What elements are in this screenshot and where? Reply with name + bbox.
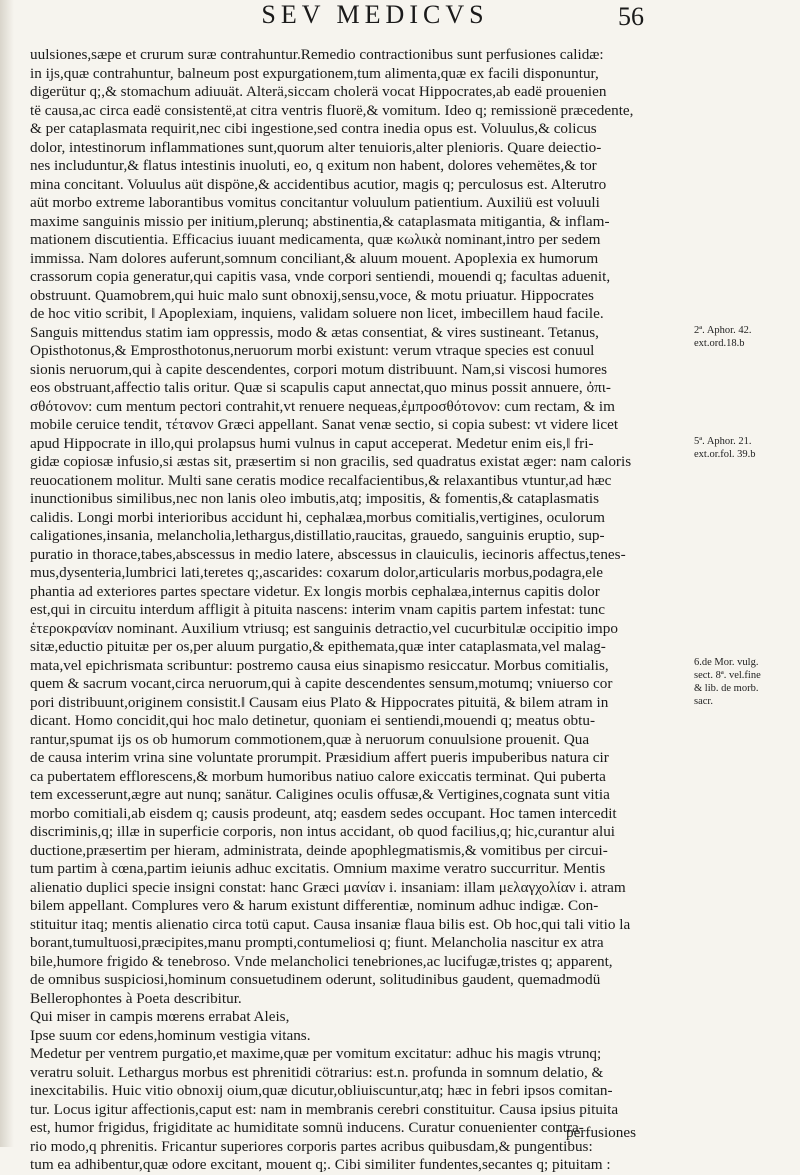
text-line-content: reuocationem molitur. Multi sane ceratis modice recalfacientibus,& relaxantibus vtuntur,ad hæc [30,471,612,489]
text-line [30,361,690,380]
text-line-content: de causa interim vrina sine voluntate prorumpit. Præsidium affert pueris impuberibus natura cir [30,749,609,766]
margin-note-de-morb-vulg [694,656,794,708]
text-line-content: quem & sacrum vocant,circa neruorum,qui à capite descendentes sensum,motumq; vniuerso cor [30,675,613,692]
page-number: 56 [618,2,644,31]
text-line-content: σθότονον: cum mentum pectori contrahit,vt renuere nequeas,ἐμπροσθότονον: cum rectam, & im [30,397,615,415]
text-line-content: alienatio duplici specie insigni constat: hanc Græci μανίαν i. insaniam: illam μελαγχολίαν i. atram [30,878,626,896]
page-header [0,0,800,44]
text-line [30,435,690,454]
text-line-content: digerütur q;,& stomachum adiuuät. Alterä,siccam cholerä vocat Hippocrates,ab eadë prouenien [30,83,607,100]
text-line-content: dolor, intestinorum inflammationes sunt,quorum alter tenuioris,alter plenioris. Quare deiectio- [30,138,602,156]
text-line [30,250,690,269]
text-line [30,675,690,694]
margin-note-line: & lib. de morb. [694,683,759,694]
text-line [30,694,690,713]
text-line [30,176,690,195]
text-line-content: caligationes,insania, melancholia,lethargus,distillatio,raucitas, grauedo, sanguinis eruptio, sup- [30,527,605,544]
text-line-content: immissa. Nam dolores auferunt,somnum conciliant,& aluum mouent. Apoplexia ex humorum [30,249,599,267]
text-line [30,416,690,435]
text-line [30,157,690,176]
catchword: perfusiones [566,1124,637,1141]
text-line [30,342,690,361]
text-line-content: calidis. Longi morbi interioribus accidunt hi, cephalæa,morbus comitialis,vertigines, oculorum [30,508,605,526]
margin-notes [694,0,794,1147]
text-line [30,139,690,158]
text-line-content: bile,humore frigido & tenebroso. Vnde melancholici tenebriones,ac lucifugæ,tristes q; apparent, [30,952,613,970]
text-line [30,620,690,639]
text-line-content: tum ea adhibentur,quæ odore excitant, mouent q;. Cibi similiter fundentes,secantes q; pituitam : [30,1156,611,1173]
text-line [30,860,690,879]
margin-note-line: ext.or.fol. 39.b [694,449,756,460]
text-line [30,509,690,528]
text-line [30,823,690,842]
text-line [30,601,690,620]
text-line [30,638,690,657]
text-line-content: pori distribuunt,originem consistit.‖ Causam eius Plato & Hippocrates pituitä, & bilem atram in [30,693,609,711]
text-line [30,231,690,250]
text-line [30,897,690,916]
text-line [30,102,690,121]
text-line-content: phantia ad exteriores partes spectare videtur. Ex longis morbis cephalæa,internus capitis dolor [30,582,600,600]
text-line-content: tur. Locus igitur affectionis,caput est: nam in membranis cerebri constituitur. Causa ipsius pituita [30,1100,619,1118]
text-line [30,546,690,565]
text-line [30,472,690,491]
text-line-content: mata,vel epichrismata scribuntur: postremo causa eius sinapismo resiccatur. Morbus comitialis, [30,656,609,674]
margin-note-line: 5ª. Aphor. 21. [694,436,752,447]
text-line-content: tum partim à cœna,partim ieiunis adhuc excitatis. Omnium maxime veratro succurritur. Mentis [30,860,606,877]
text-line-content: gidæ copiosæ infusio,si æstas sit, præsertim si non gracilis, sed quadratus existat æger: nam caloris [30,453,632,470]
text-line [30,83,690,102]
text-line-content: Ipse suum cor edens,hominum vestigia vitans. [30,1026,311,1044]
text-line-content: morbo comitiali,ab eisdem q; causis prodeunt, atq; easdem sedes occupant. Hoc tamen intercedit [30,804,617,822]
text-line [30,768,690,787]
text-line-content: Bellerophontes à Poeta describitur. [30,989,242,1007]
margin-note-line: sect. 8ª. vel.fine [694,670,761,681]
text-line-content: crassorum copia generatur,qui capitis vasa, vnde corpori sentiendi, mouendi q; facultas aduenit, [30,268,611,285]
text-line [30,657,690,676]
text-line [30,786,690,805]
text-line-content: ἑτεροκρανίαν nominant. Auxilium vtriusq; est sanguinis detractio,vel cucurbitulæ occipitio impo [30,619,618,637]
margin-note-line: sacr. [694,696,713,707]
text-line [30,879,690,898]
text-line [30,305,690,324]
text-line [30,268,690,287]
text-line-content: mobile ceruice tendit, τέτανον Græci appellant. Sanat venæ sectio, si copia subest: vt videre licet [30,416,619,433]
text-line-content: veratru soluit. Lethargus morbus est phrenitidi cötrarius: est.n. profunda in somnum delatio, & [30,1063,604,1081]
text-line-content: Medetur per ventrem purgatio,et maxime,quæ per vomitum excitatur: adhuc his magis vtrunq; [30,1045,602,1062]
text-line [30,453,690,472]
text-line [30,379,690,398]
text-line-content: aüt morbo extreme laborantibus vomitus concitantur voluulum patientium. Auxiliü est voluuli [30,194,600,211]
text-line-content: Opisthotonus,& Emprosthotonus,neruorum morbi existunt: verum vtraque species est conuul [30,342,595,359]
margin-note-line: 6.de Mor. vulg. [694,657,759,668]
text-line [30,1045,690,1064]
text-line [30,564,690,583]
text-line-content: nes includuntur,& flatus intestinis inuoluti, eo, q exitum non habent, dolores vehemëtes,& tor [30,157,597,174]
margin-note-line: 2ª. Aphor. 42. [694,325,752,336]
text-line-content: apud Hippocrate in illo,qui prolapsus humi vulnus in caput acceperat. Medetur enim eis,‖ fri- [30,434,594,452]
text-line [30,194,690,213]
text-line [30,324,690,343]
text-line [30,805,690,824]
text-line [30,842,690,861]
text-line [30,1027,690,1046]
running-title: SEV MEDICVS [261,0,489,29]
text-line-content: ductione,præsertim per hieram, administrata, deinde apophlegmatismis,& vomitibus per circui- [30,841,608,859]
text-line-content: maxime sanguinis missio per initium,plerunq; abstinentia,& cataplasmata mitigantia, & inflam- [30,212,610,230]
text-line-content: puratio in thorace,tabes,abscessus in medio latere, abscessus in clauiculis, iecinoris affectus,tenes- [30,545,626,563]
text-line-content: bilem appellant. Complures vero & harum existunt differentiæ, nominum adhuc indigæ. Con- [30,897,599,914]
text-line-content: mationem discutientia. Efficacius iuuant medicamenta, quæ κωλικὰ nominant,intro per sedem [30,231,601,248]
text-line-content: ca pubertatem efflorescens,& morbum humoribus natiuo calore exiccatis terminat. Qui puberta [30,767,606,785]
text-line-content: eos obstruant,affectio talis oritur. Quæ si scapulis caput annectat,quo minus possit annuere, ὀπι- [30,379,611,396]
text-line [30,934,690,953]
text-line-content: sionis neruorum,qui à capite descendentes, corpori motum distribuunt. Nam,si viscosi humores [30,360,608,378]
text-line-content: inexcitabilis. Huic vitio obnoxij oium,quæ dicutur,obliuiscuntur,atq; hæc in febri ipsos comitan- [30,1082,613,1099]
text-line-content: uulsiones,sæpe et crurum suræ contrahuntur.Remedio contractionibus sunt perfusiones calidæ: [30,46,604,63]
margin-note-aphor-21 [694,435,794,461]
text-line-content: discriminis,q; illæ in superficie corporis, non intus accidant, ob quod facilius,q; hic,curantur alui [30,823,616,840]
text-line [30,731,690,750]
text-line-content: rantur,spumat ijs os ob humorum commotionem,quæ à neruorum conuulsione prouenit. Qua [30,730,590,748]
text-line-content: borant,tumultuosi,præcipites,manu prompti,contumeliosi q; fiunt. Melancholia nascitur ex atra [30,934,604,951]
text-line-content: dicant. Homo concidit,qui hoc malo detinetur, quoniam ei sentiendi,mouendi q; meatus obtu- [30,712,596,729]
text-line [30,1064,690,1083]
main-text-column [30,46,690,1175]
text-line-content: de hoc vitio scribit, ‖ Apoplexiam, inquiens, validam soluere non licet, imbecillem haud facile. [30,305,604,322]
text-line [30,1008,690,1027]
text-line [30,398,690,417]
text-line-content: Qui miser in campis mœrens errabat Aleis, [30,1008,290,1025]
margin-note-aphor-42 [694,324,794,350]
text-line-content: inunctionibus similibus,nec non lanis oleo imbutis,atq; impositis, & fomentis,& cataplasmatis [30,490,600,507]
text-line [30,1101,690,1120]
text-line [30,712,690,731]
text-line [30,1082,690,1101]
text-line [30,490,690,509]
text-line [30,990,690,1009]
text-line [30,46,690,65]
text-line-content: rio modo,q phrenitis. Fricantur superiores corporis partes acribus quibusdam,& pungentibus: [30,1137,593,1155]
text-line [30,971,690,990]
text-line [30,527,690,546]
text-line-content: est,qui in circuitu interdum affligit à pituita nascens: interim vnam capitis partem infestat: tunc [30,601,606,618]
text-line [30,916,690,935]
text-line-content: sitæ,eductio pituitæ per os,per aluum purgatio,& epithemata,quæ inter cataplasmata,vel malag- [30,638,606,655]
text-line-content: obstruunt. Quamobrem,qui huic malo sunt obnoxij,sensu,voce, & motu priuatur. Hippocrates [30,286,594,304]
text-line [30,1156,690,1175]
margin-note-line: ext.ord.18.b [694,338,745,349]
text-line [30,287,690,306]
text-line-content: të causa,ac circa eadë consistentë,at citra ventris fluorë,& vomitum. Ideo q; remissionë præcedente, [30,101,634,119]
text-line-content: est, humor frigidus, frigiditate ac humiditate somnü inducens. Curatur conuenienter contra- [30,1119,584,1136]
text-line-content: & per cataplasmata requirit,nec cibi ingestione,sed contra inedia opus est. Voluulus,& colicus [30,120,597,137]
text-line-content: mus,dysenteria,lumbrici lati,teretes q;,ascarides: coxarum dolor,articularis morbus,podagra,ele [30,564,603,581]
text-line [30,953,690,972]
text-line-content: mina concitant. Voluulus aüt dispöne,& accidentibus acutior, magis q; perculosus est. Alterutro [30,175,607,193]
text-line [30,749,690,768]
text-line-content: Sanguis mittendus statim iam oppressis, modo & ætas consentiat, & vires sustineant. Tetanus, [30,323,599,341]
text-line [30,213,690,232]
text-line-content: in ijs,quæ contrahuntur, balneum post expurgationem,tum alimenta,quæ ex facili disponuntur, [30,64,599,82]
text-line [30,65,690,84]
page-gutter-shadow [0,0,14,1147]
text-line [30,583,690,602]
text-line [30,120,690,139]
text-line-content: de omnibus suspiciosi,hominum consuetudinem oderunt, solitudinibus gaudent, quemadmodü [30,971,601,988]
text-line-content: stituitur itaq; mentis alienatio circa totü caput. Causa insaniæ flaua bilis est. Ob hoc,qui tali vitio la [30,915,631,933]
text-line-content: tem excesserunt,ægre aut nunq; sanätur. Caligines oculis offusæ,& Vertigines,cognata sunt vitia [30,786,610,803]
